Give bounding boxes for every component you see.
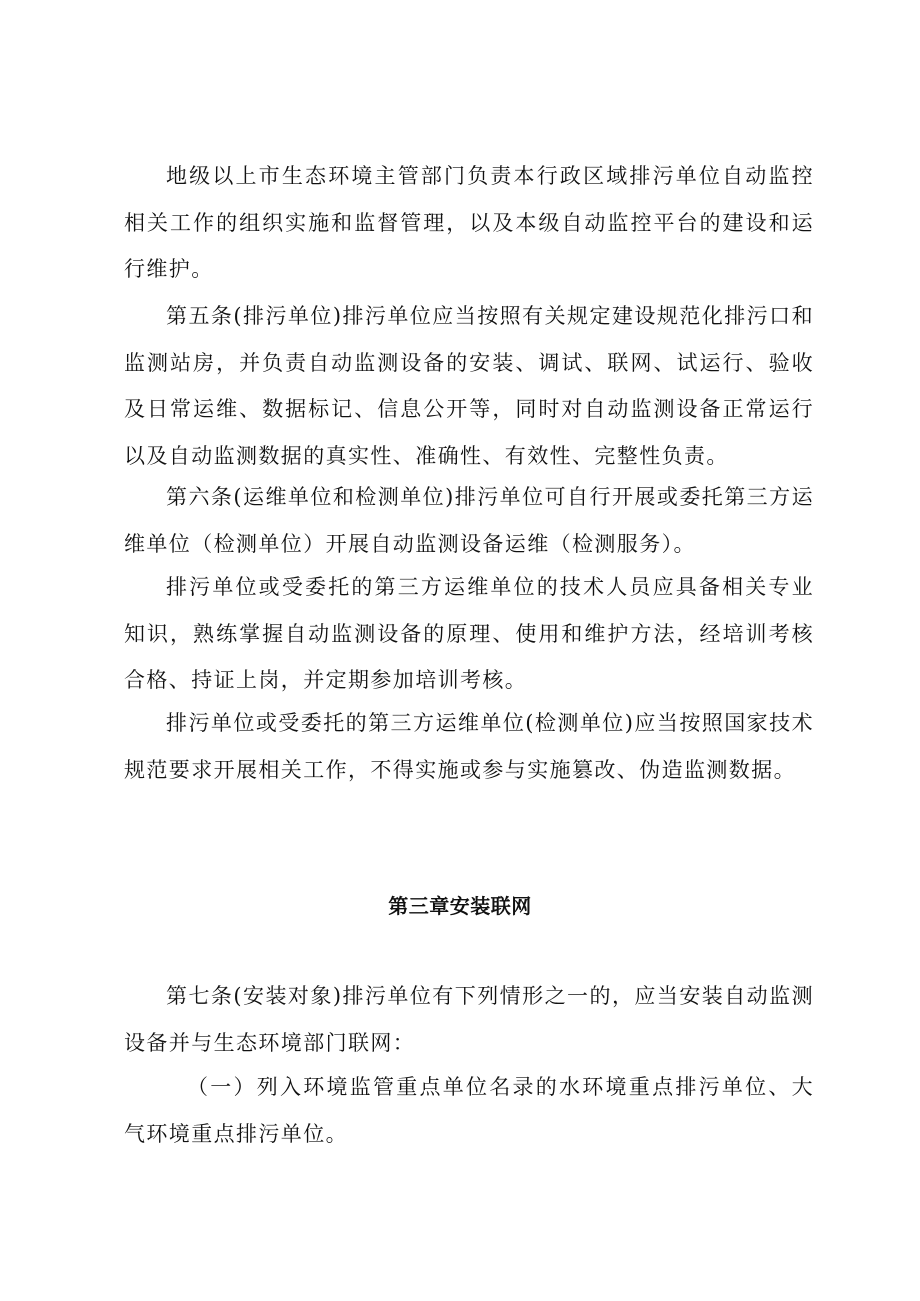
list-item-one: （一）列入环境监管重点单位名录的水环境重点排污单位、大气环境重点排污单位。 xyxy=(124,1075,814,1146)
paragraph-technical-staff: 排污单位或受委托的第三方运维单位的技术人员应具备相关专业知识，熟练掌握自动监测设备的原理、使用和维护方法，经培训考核合格、持证上岗，并定期参加培训考核。 xyxy=(124,575,814,692)
paragraph-article-six: 第六条(运维单位和检测单位)排污单位可自行开展或委托第三方运维单位（检测单位）开展自动监测设备运维（检测服务）。 xyxy=(124,485,814,556)
paragraph-article-five: 第五条(排污单位)排污单位应当按照有关规定建设规范化排污口和监测站房，并负责自动监测设备的安装、调试、联网、试运行、验收及日常运维、数据标记、信息公开等，同时对自动监测设备正常运行以及自动监测数据的真实性、准确性、有效性、完整性负责。 xyxy=(124,304,814,468)
paragraph-article-seven: 第七条(安装对象)排污单位有下列情形之一的，应当安装自动监测设备并与生态环境部门联网： xyxy=(124,984,814,1055)
paragraph-technical-standards: 排污单位或受委托的第三方运维单位(检测单位)应当按照国家技术规范要求开展相关工作，不得实施或参与实施篡改、伪造监测数据。 xyxy=(124,711,814,782)
paragraph-municipal-authority: 地级以上市生态环境主管部门负责本行政区域排污单位自动监控相关工作的组织实施和监督管理，以及本级自动监控平台的建设和运行维护。 xyxy=(124,164,814,281)
chapter-title: 第三章安装联网 xyxy=(388,894,532,918)
